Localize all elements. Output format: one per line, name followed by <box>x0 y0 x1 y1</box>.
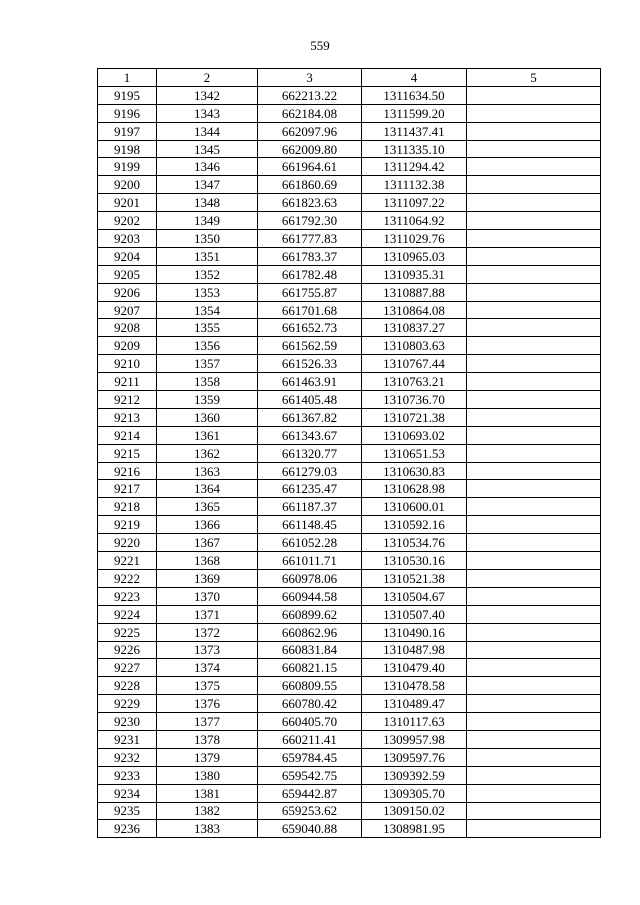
note-cell <box>467 122 601 140</box>
point-number-cell: 1371 <box>157 605 258 623</box>
table-row <box>98 569 601 587</box>
x-coordinate-cell: 661148.45 <box>258 516 362 534</box>
page-number: 559 <box>310 38 330 53</box>
y-coordinate-cell: 1311097.22 <box>362 194 467 212</box>
point-number-cell: 1355 <box>157 319 258 337</box>
note-cell <box>467 140 601 158</box>
point-number-cell: 1346 <box>157 158 258 176</box>
y-coordinate-cell: 1309392.59 <box>362 766 467 784</box>
table-row <box>98 784 601 802</box>
point-number-cell: 1360 <box>157 408 258 426</box>
y-coordinate-cell: 1310600.01 <box>362 498 467 516</box>
point-number-cell: 1356 <box>157 337 258 355</box>
x-coordinate-cell: 661860.69 <box>258 176 362 194</box>
point-id-cell: 9229 <box>98 695 157 713</box>
point-number-cell: 1345 <box>157 140 258 158</box>
note-cell <box>467 587 601 605</box>
point-id-cell: 9220 <box>98 534 157 552</box>
point-id-cell: 9223 <box>98 587 157 605</box>
point-id-cell: 9221 <box>98 552 157 570</box>
point-number-cell: 1362 <box>157 444 258 462</box>
table-row <box>98 104 601 122</box>
x-coordinate-cell: 661526.33 <box>258 355 362 373</box>
y-coordinate-cell: 1311132.38 <box>362 176 467 194</box>
note-cell <box>467 355 601 373</box>
note-cell <box>467 659 601 677</box>
point-number-cell: 1370 <box>157 587 258 605</box>
point-id-cell: 9206 <box>98 283 157 301</box>
note-cell <box>467 283 601 301</box>
table-row <box>98 86 601 104</box>
x-coordinate-cell: 660862.96 <box>258 623 362 641</box>
point-number-cell: 1354 <box>157 301 258 319</box>
table-row <box>98 587 601 605</box>
table-row <box>98 641 601 659</box>
column-header-3: 3 <box>258 69 362 87</box>
note-cell <box>467 158 601 176</box>
x-coordinate-cell: 661652.73 <box>258 319 362 337</box>
point-number-cell: 1348 <box>157 194 258 212</box>
table-row <box>98 730 601 748</box>
x-coordinate-cell: 659442.87 <box>258 784 362 802</box>
y-coordinate-cell: 1310534.76 <box>362 534 467 552</box>
y-coordinate-cell: 1310490.16 <box>362 623 467 641</box>
point-number-cell: 1351 <box>157 247 258 265</box>
table-row <box>98 802 601 820</box>
point-number-cell: 1359 <box>157 391 258 409</box>
point-number-cell: 1367 <box>157 534 258 552</box>
table-row <box>98 212 601 230</box>
x-coordinate-cell: 661562.59 <box>258 337 362 355</box>
point-id-cell: 9234 <box>98 784 157 802</box>
y-coordinate-cell: 1309305.70 <box>362 784 467 802</box>
table-row <box>98 319 601 337</box>
point-id-cell: 9227 <box>98 659 157 677</box>
table-row <box>98 426 601 444</box>
column-header-4: 4 <box>362 69 467 87</box>
table-row <box>98 659 601 677</box>
x-coordinate-cell: 660809.55 <box>258 677 362 695</box>
note-cell <box>467 516 601 534</box>
y-coordinate-cell: 1311335.10 <box>362 140 467 158</box>
x-coordinate-cell: 660831.84 <box>258 641 362 659</box>
point-id-cell: 9214 <box>98 426 157 444</box>
note-cell <box>467 730 601 748</box>
table-row <box>98 498 601 516</box>
x-coordinate-cell: 661235.47 <box>258 480 362 498</box>
point-id-cell: 9198 <box>98 140 157 158</box>
point-number-cell: 1383 <box>157 820 258 838</box>
note-cell <box>467 301 601 319</box>
x-coordinate-cell: 660405.70 <box>258 713 362 731</box>
note-cell <box>467 426 601 444</box>
point-id-cell: 9207 <box>98 301 157 319</box>
x-coordinate-cell: 660944.58 <box>258 587 362 605</box>
y-coordinate-cell: 1310651.53 <box>362 444 467 462</box>
note-cell <box>467 319 601 337</box>
note-cell <box>467 784 601 802</box>
x-coordinate-cell: 661701.68 <box>258 301 362 319</box>
x-coordinate-cell: 661823.63 <box>258 194 362 212</box>
y-coordinate-cell: 1309150.02 <box>362 802 467 820</box>
point-number-cell: 1364 <box>157 480 258 498</box>
point-id-cell: 9218 <box>98 498 157 516</box>
x-coordinate-cell: 661782.48 <box>258 265 362 283</box>
y-coordinate-cell: 1310507.40 <box>362 605 467 623</box>
x-coordinate-cell: 661463.91 <box>258 373 362 391</box>
x-coordinate-cell: 661792.30 <box>258 212 362 230</box>
note-cell <box>467 444 601 462</box>
point-id-cell: 9224 <box>98 605 157 623</box>
table-row <box>98 462 601 480</box>
note-cell <box>467 713 601 731</box>
y-coordinate-cell: 1310521.38 <box>362 569 467 587</box>
y-coordinate-cell: 1311029.76 <box>362 230 467 248</box>
point-number-cell: 1343 <box>157 104 258 122</box>
point-id-cell: 9225 <box>98 623 157 641</box>
point-id-cell: 9202 <box>98 212 157 230</box>
point-id-cell: 9195 <box>98 86 157 104</box>
table-row <box>98 355 601 373</box>
point-number-cell: 1374 <box>157 659 258 677</box>
note-cell <box>467 230 601 248</box>
point-id-cell: 9208 <box>98 319 157 337</box>
x-coordinate-cell: 661964.61 <box>258 158 362 176</box>
point-number-cell: 1377 <box>157 713 258 731</box>
point-number-cell: 1380 <box>157 766 258 784</box>
y-coordinate-cell: 1308981.95 <box>362 820 467 838</box>
point-number-cell: 1368 <box>157 552 258 570</box>
x-coordinate-cell: 661011.71 <box>258 552 362 570</box>
table-row <box>98 140 601 158</box>
y-coordinate-cell: 1311437.41 <box>362 122 467 140</box>
y-coordinate-cell: 1310693.02 <box>362 426 467 444</box>
point-id-cell: 9231 <box>98 730 157 748</box>
table-body <box>98 86 601 837</box>
y-coordinate-cell: 1310887.88 <box>362 283 467 301</box>
table-row <box>98 283 601 301</box>
point-id-cell: 9197 <box>98 122 157 140</box>
y-coordinate-cell: 1310478.58 <box>362 677 467 695</box>
point-number-cell: 1381 <box>157 784 258 802</box>
note-cell <box>467 212 601 230</box>
table-row <box>98 444 601 462</box>
column-header-5: 5 <box>467 69 601 87</box>
y-coordinate-cell: 1311599.20 <box>362 104 467 122</box>
note-cell <box>467 802 601 820</box>
y-coordinate-cell: 1310487.98 <box>362 641 467 659</box>
note-cell <box>467 552 601 570</box>
table-row <box>98 408 601 426</box>
point-id-cell: 9204 <box>98 247 157 265</box>
x-coordinate-cell: 662097.96 <box>258 122 362 140</box>
y-coordinate-cell: 1311064.92 <box>362 212 467 230</box>
x-coordinate-cell: 660211.41 <box>258 730 362 748</box>
table-row <box>98 820 601 838</box>
point-number-cell: 1369 <box>157 569 258 587</box>
table-row <box>98 247 601 265</box>
column-header-2: 2 <box>157 69 258 87</box>
point-id-cell: 9217 <box>98 480 157 498</box>
point-id-cell: 9228 <box>98 677 157 695</box>
point-number-cell: 1373 <box>157 641 258 659</box>
note-cell <box>467 265 601 283</box>
table-row <box>98 301 601 319</box>
table-row <box>98 766 601 784</box>
point-number-cell: 1376 <box>157 695 258 713</box>
x-coordinate-cell: 660978.06 <box>258 569 362 587</box>
table-row <box>98 265 601 283</box>
note-cell <box>467 373 601 391</box>
table-row <box>98 552 601 570</box>
y-coordinate-cell: 1310864.08 <box>362 301 467 319</box>
point-number-cell: 1365 <box>157 498 258 516</box>
point-number-cell: 1349 <box>157 212 258 230</box>
point-number-cell: 1378 <box>157 730 258 748</box>
point-id-cell: 9235 <box>98 802 157 820</box>
note-cell <box>467 766 601 784</box>
point-number-cell: 1347 <box>157 176 258 194</box>
table-row <box>98 122 601 140</box>
note-cell <box>467 408 601 426</box>
point-number-cell: 1350 <box>157 230 258 248</box>
table-row <box>98 337 601 355</box>
y-coordinate-cell: 1310530.16 <box>362 552 467 570</box>
point-id-cell: 9215 <box>98 444 157 462</box>
point-number-cell: 1357 <box>157 355 258 373</box>
point-id-cell: 9233 <box>98 766 157 784</box>
y-coordinate-cell: 1310965.03 <box>362 247 467 265</box>
table-row <box>98 480 601 498</box>
note-cell <box>467 677 601 695</box>
table-row <box>98 695 601 713</box>
y-coordinate-cell: 1310479.40 <box>362 659 467 677</box>
note-cell <box>467 820 601 838</box>
point-id-cell: 9230 <box>98 713 157 731</box>
y-coordinate-cell: 1310767.44 <box>362 355 467 373</box>
y-coordinate-cell: 1310837.27 <box>362 319 467 337</box>
point-id-cell: 9201 <box>98 194 157 212</box>
table-row <box>98 158 601 176</box>
y-coordinate-cell: 1310630.83 <box>362 462 467 480</box>
x-coordinate-cell: 661187.37 <box>258 498 362 516</box>
point-id-cell: 9219 <box>98 516 157 534</box>
y-coordinate-cell: 1311634.50 <box>362 86 467 104</box>
note-cell <box>467 534 601 552</box>
note-cell <box>467 623 601 641</box>
point-id-cell: 9203 <box>98 230 157 248</box>
note-cell <box>467 605 601 623</box>
x-coordinate-cell: 661320.77 <box>258 444 362 462</box>
point-id-cell: 9212 <box>98 391 157 409</box>
x-coordinate-cell: 661405.48 <box>258 391 362 409</box>
header-row <box>98 69 601 87</box>
y-coordinate-cell: 1309957.98 <box>362 730 467 748</box>
point-number-cell: 1382 <box>157 802 258 820</box>
point-number-cell: 1342 <box>157 86 258 104</box>
note-cell <box>467 480 601 498</box>
point-id-cell: 9210 <box>98 355 157 373</box>
table-row <box>98 534 601 552</box>
point-id-cell: 9232 <box>98 748 157 766</box>
table-row <box>98 516 601 534</box>
x-coordinate-cell: 662184.08 <box>258 104 362 122</box>
table-row <box>98 713 601 731</box>
table-row <box>98 176 601 194</box>
point-number-cell: 1363 <box>157 462 258 480</box>
table-row <box>98 391 601 409</box>
point-id-cell: 9196 <box>98 104 157 122</box>
x-coordinate-cell: 660780.42 <box>258 695 362 713</box>
y-coordinate-cell: 1311294.42 <box>362 158 467 176</box>
x-coordinate-cell: 661343.67 <box>258 426 362 444</box>
x-coordinate-cell: 662213.22 <box>258 86 362 104</box>
x-coordinate-cell: 661279.03 <box>258 462 362 480</box>
point-id-cell: 9216 <box>98 462 157 480</box>
note-cell <box>467 641 601 659</box>
x-coordinate-cell: 662009.80 <box>258 140 362 158</box>
y-coordinate-cell: 1310736.70 <box>362 391 467 409</box>
y-coordinate-cell: 1310504.67 <box>362 587 467 605</box>
point-id-cell: 9209 <box>98 337 157 355</box>
point-number-cell: 1352 <box>157 265 258 283</box>
note-cell <box>467 391 601 409</box>
table-row <box>98 373 601 391</box>
note-cell <box>467 569 601 587</box>
point-number-cell: 1361 <box>157 426 258 444</box>
point-number-cell: 1372 <box>157 623 258 641</box>
point-number-cell: 1366 <box>157 516 258 534</box>
note-cell <box>467 695 601 713</box>
x-coordinate-cell: 660899.62 <box>258 605 362 623</box>
point-id-cell: 9199 <box>98 158 157 176</box>
point-id-cell: 9226 <box>98 641 157 659</box>
x-coordinate-cell: 659040.88 <box>258 820 362 838</box>
note-cell <box>467 104 601 122</box>
y-coordinate-cell: 1310628.98 <box>362 480 467 498</box>
point-id-cell: 9205 <box>98 265 157 283</box>
coordinates-table <box>97 68 601 838</box>
point-id-cell: 9222 <box>98 569 157 587</box>
table-row <box>98 230 601 248</box>
table-row <box>98 605 601 623</box>
note-cell <box>467 337 601 355</box>
x-coordinate-cell: 660821.15 <box>258 659 362 677</box>
point-number-cell: 1379 <box>157 748 258 766</box>
table-row <box>98 623 601 641</box>
y-coordinate-cell: 1310935.31 <box>362 265 467 283</box>
x-coordinate-cell: 661755.87 <box>258 283 362 301</box>
x-coordinate-cell: 659784.45 <box>258 748 362 766</box>
table-row <box>98 194 601 212</box>
note-cell <box>467 194 601 212</box>
y-coordinate-cell: 1310763.21 <box>362 373 467 391</box>
y-coordinate-cell: 1309597.76 <box>362 748 467 766</box>
table-header <box>98 69 601 87</box>
x-coordinate-cell: 661367.82 <box>258 408 362 426</box>
note-cell <box>467 176 601 194</box>
x-coordinate-cell: 659542.75 <box>258 766 362 784</box>
y-coordinate-cell: 1310721.38 <box>362 408 467 426</box>
y-coordinate-cell: 1310592.16 <box>362 516 467 534</box>
note-cell <box>467 247 601 265</box>
point-id-cell: 9200 <box>98 176 157 194</box>
note-cell <box>467 462 601 480</box>
x-coordinate-cell: 661052.28 <box>258 534 362 552</box>
point-id-cell: 9236 <box>98 820 157 838</box>
x-coordinate-cell: 661777.83 <box>258 230 362 248</box>
x-coordinate-cell: 659253.62 <box>258 802 362 820</box>
table-row <box>98 748 601 766</box>
point-number-cell: 1344 <box>157 122 258 140</box>
point-id-cell: 9213 <box>98 408 157 426</box>
point-number-cell: 1353 <box>157 283 258 301</box>
note-cell <box>467 86 601 104</box>
point-number-cell: 1375 <box>157 677 258 695</box>
point-number-cell: 1358 <box>157 373 258 391</box>
table-row <box>98 677 601 695</box>
x-coordinate-cell: 661783.37 <box>258 247 362 265</box>
point-id-cell: 9211 <box>98 373 157 391</box>
y-coordinate-cell: 1310489.47 <box>362 695 467 713</box>
y-coordinate-cell: 1310117.63 <box>362 713 467 731</box>
y-coordinate-cell: 1310803.63 <box>362 337 467 355</box>
note-cell <box>467 748 601 766</box>
note-cell <box>467 498 601 516</box>
column-header-1: 1 <box>98 69 157 87</box>
